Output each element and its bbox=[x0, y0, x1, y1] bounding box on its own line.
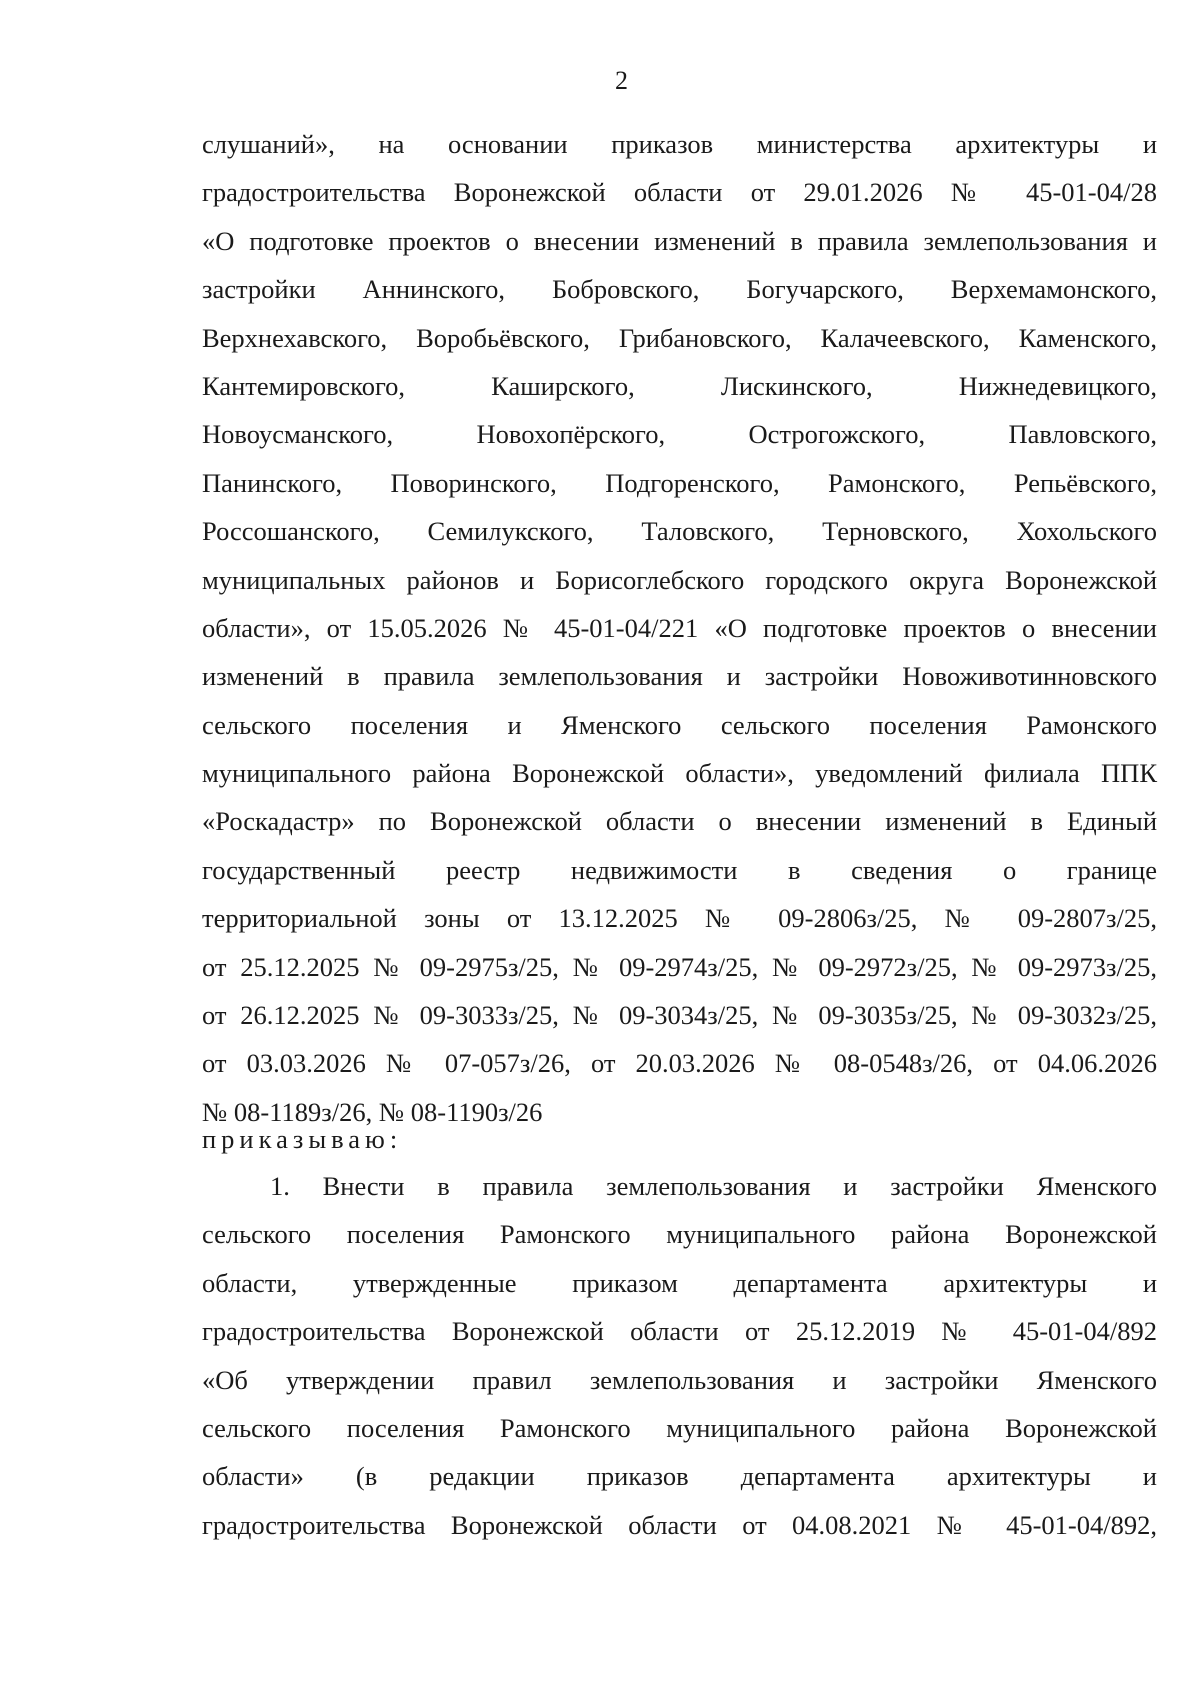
page-number: 2 bbox=[615, 66, 628, 95]
text-line: градостроительства Воронежской области от 29.01.2026 № 45-01-04/28 bbox=[202, 177, 1157, 208]
text-line: градостроительства Воронежской области от 04.08.2021 № 45-01-04/892, bbox=[202, 1509, 1157, 1540]
order-word: приказываю: bbox=[202, 1124, 403, 1154]
text-line: застройки Аннинского, Бобровского, Богучарского, Верхемамонского, bbox=[202, 274, 1157, 305]
text-line: «Роскадастр» по Воронежской области о внесении изменений в Единый bbox=[202, 806, 1157, 837]
text-line: Новоусманского, Новохопёрского, Острогожского, Павловского, bbox=[202, 419, 1157, 450]
text-line: территориальной зоны от 13.12.2025 № 09-2806з/25, № 09-2807з/25, bbox=[202, 903, 1157, 934]
text-line: муниципального района Воронежской области», уведомлений филиала ППК bbox=[202, 758, 1157, 789]
text-line: Верхнехавского, Воробьёвского, Грибановского, Калачеевского, Каменского, bbox=[202, 322, 1157, 353]
text-line: от 26.12.2025 № 09-3033з/25, № 09-3034з/25, № 09-3035з/25, № 09-3032з/25, bbox=[202, 1000, 1157, 1031]
item-1-paragraph bbox=[202, 1170, 1157, 1557]
text-line: «Об утверждении правил землепользования и застройки Яменского bbox=[202, 1364, 1157, 1395]
text-line: сельского поселения Рамонского муниципального района Воронежской bbox=[202, 1219, 1157, 1250]
text-line: муниципальных районов и Борисоглебского городского округа Воронежской bbox=[202, 564, 1157, 595]
text-line: изменений в правила землепользования и застройки Новоживотинновского bbox=[202, 661, 1157, 692]
text-line: градостроительства Воронежской области от 25.12.2019 № 45-01-04/892 bbox=[202, 1316, 1157, 1347]
text-line: государственный реестр недвижимости в сведения о границе bbox=[202, 854, 1157, 885]
text-line: Кантемировского, Каширского, Лискинского, Нижнедевицкого, bbox=[202, 370, 1157, 401]
text-line: Россошанского, Семилукского, Таловского, Терновского, Хохольского bbox=[202, 516, 1157, 547]
text-line: № 08-1189з/26, № 08-1190з/26 bbox=[202, 1096, 543, 1127]
text-line: 1. Внести в правила землепользования и застройки Яменского bbox=[270, 1171, 1157, 1201]
preamble-paragraph bbox=[202, 128, 1157, 1144]
text-line: Панинского, Поворинского, Подгоренского, Рамонского, Репьёвского, bbox=[202, 467, 1157, 498]
text-line: «О подготовке проектов о внесении изменений в правила землепользования и bbox=[202, 225, 1157, 256]
text-line: сельского поселения Рамонского муниципального района Воронежской bbox=[202, 1412, 1157, 1443]
text-line: области, утвержденные приказом департамента архитектуры и bbox=[202, 1267, 1157, 1298]
text-line: области» (в редакции приказов департамента архитектуры и bbox=[202, 1461, 1157, 1492]
text-line: сельского поселения и Яменского сельского поселения Рамонского bbox=[202, 709, 1157, 740]
text-line: области», от 15.05.2026 № 45-01-04/221 «О подготовке проектов о внесении bbox=[202, 612, 1157, 643]
text-line: от 25.12.2025 № 09-2975з/25, № 09-2974з/25, № 09-2972з/25, № 09-2973з/25, bbox=[202, 951, 1157, 982]
text-line: слушаний», на основании приказов министерства архитектуры и bbox=[202, 129, 1157, 159]
text-line: от 03.03.2026 № 07-057з/26, от 20.03.2026 № 08-0548з/26, от 04.06.2026 bbox=[202, 1048, 1157, 1079]
